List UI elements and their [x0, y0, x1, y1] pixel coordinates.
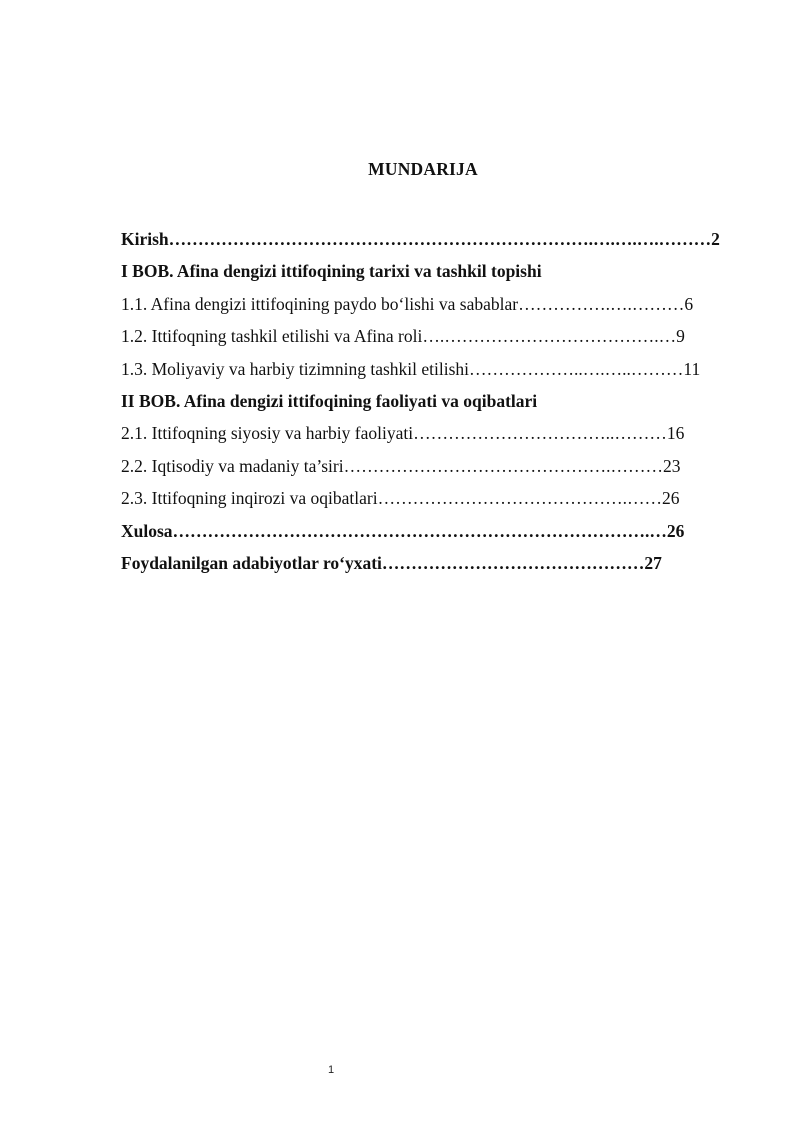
toc-leader-dots: ……………………………..……… [413, 423, 667, 444]
toc-entry-label: Kirish [121, 229, 169, 249]
table-of-contents [121, 228, 722, 584]
toc-page-number: 26 [666, 520, 685, 541]
page-title: MUNDARIJA [368, 159, 478, 179]
toc-entry-1-1[interactable] [121, 293, 722, 325]
toc-entry-2-3[interactable] [121, 487, 722, 519]
toc-entry-2-1[interactable] [121, 422, 722, 454]
toc-page-number: 16 [666, 423, 685, 444]
toc-chapter-1[interactable] [121, 260, 722, 292]
toc-chapter-2[interactable] [121, 390, 722, 422]
toc-page-number: 6 [684, 293, 694, 314]
toc-entry-label: 1.3. Moliyaviy va harbiy tizimning tashkil etilishi [121, 358, 470, 379]
toc-entry-label: 2.3. Ittifoqning inqirozi va oqibatlari [121, 488, 378, 509]
toc-page-number: 11 [683, 358, 701, 379]
toc-entry-label: 2.2. Iqtisodiy va madaniy ta’siri [121, 455, 344, 476]
toc-leader-dots: ….……………………………….… [422, 326, 677, 347]
toc-entry-adabiyotlar[interactable] [121, 552, 722, 584]
toc-leader-dots: ……………………………………………………………………….… [172, 520, 667, 541]
toc-entry-1-2[interactable] [121, 325, 722, 357]
toc-entry-label: 1.2. Ittifoqning tashkil etilishi va Afina roli [121, 326, 423, 347]
toc-page-number: 9 [676, 326, 685, 347]
toc-entry-label: Foydalanilgan adabiyotlar ro‘yxati [121, 552, 382, 573]
toc-leader-dots: ……………………………………… [381, 552, 645, 573]
toc-chapter-label: II BOB. Afina dengizi ittifoqining faoliyati va oqibatlari [121, 390, 538, 411]
toc-leader-dots: …………………………………….…… [377, 488, 662, 509]
toc-leader-dots: ……………………………………….……… [343, 455, 663, 476]
toc-page-number: 23 [662, 455, 681, 476]
toc-entry-label: 2.1. Ittifoqning siyosiy va harbiy faoliyati [121, 423, 414, 444]
toc-entry-label: Xulosa [121, 520, 173, 541]
toc-entry-xulosa[interactable] [121, 520, 722, 552]
toc-leader-dots: ………………..….…..……… [469, 358, 684, 379]
toc-entry-2-2[interactable] [121, 455, 722, 487]
toc-leader-dots: ……………………………………………………………….….….….……… [168, 229, 712, 249]
toc-entry-kirish[interactable] [121, 228, 722, 260]
page-number: 1 [327, 1064, 335, 1076]
toc-entry-1-3[interactable] [121, 358, 722, 390]
toc-page-number: 2 [711, 229, 720, 249]
toc-page-number: 27 [644, 552, 662, 573]
toc-leader-dots: …………….….……… [518, 293, 685, 314]
toc-chapter-label: I BOB. Afina dengizi ittifoqining tarixi va tashkil topishi [121, 261, 542, 282]
toc-page-number: 26 [662, 488, 680, 509]
toc-entry-label: 1.1. Afina dengizi ittifoqining paydo bo‘lishi va sabablar [121, 293, 519, 314]
